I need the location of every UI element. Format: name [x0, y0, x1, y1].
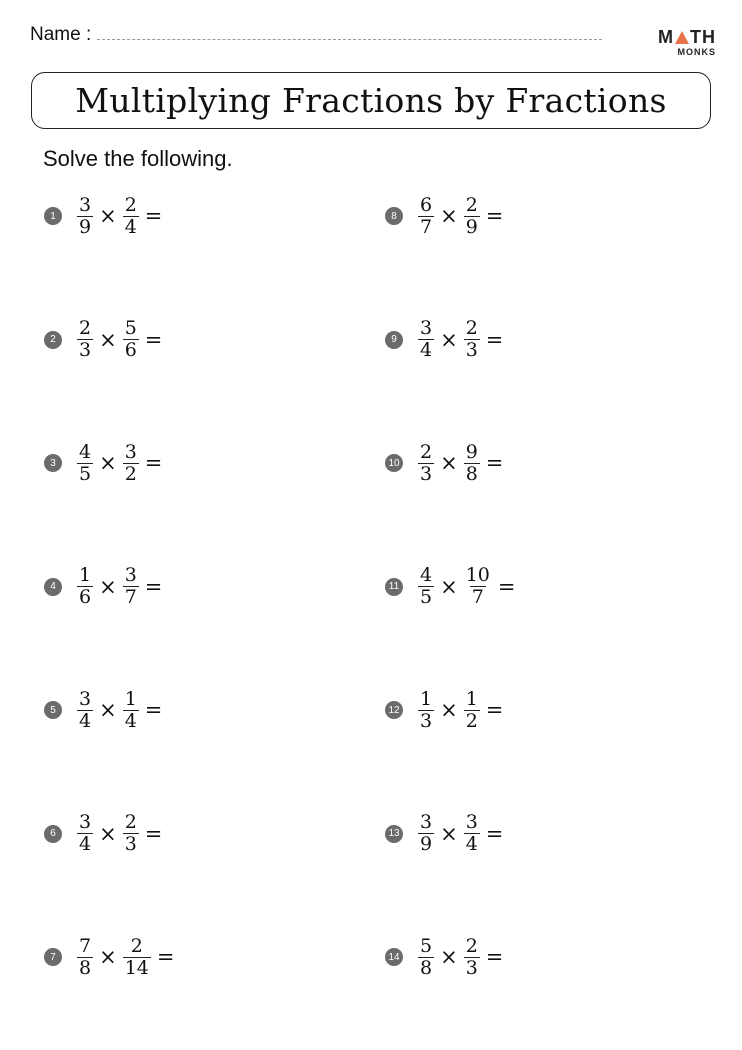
problem-number-badge: 2 — [44, 331, 62, 349]
problem-number-badge: 4 — [44, 578, 62, 596]
numerator: 1 — [420, 687, 433, 710]
problem-3 — [44, 438, 167, 488]
equals-sign: = — [144, 204, 163, 228]
numerator: 4 — [420, 564, 433, 586]
times-sign: × — [440, 698, 458, 722]
fraction-a — [76, 195, 94, 238]
denominator: 3 — [124, 833, 137, 855]
fraction-b — [463, 689, 481, 732]
numerator: 2 — [124, 193, 137, 216]
denominator: 9 — [79, 215, 92, 238]
problem-7 — [44, 932, 180, 982]
numerator: 2 — [124, 811, 137, 833]
problem-number-badge: 12 — [385, 701, 403, 719]
times-sign: × — [99, 821, 117, 846]
numerator: 2 — [79, 317, 92, 339]
fraction-b — [463, 318, 481, 361]
problem-10 — [385, 438, 508, 488]
fraction-b — [463, 936, 481, 979]
page-title: Multiplying Fractions by Fractions — [75, 81, 667, 120]
times-sign: × — [440, 204, 458, 228]
denominator: 8 — [79, 956, 92, 979]
name-blank-line[interactable] — [97, 25, 602, 40]
times-sign: × — [440, 574, 458, 599]
fraction-a — [417, 812, 435, 855]
fraction-a — [76, 812, 94, 855]
equals-sign: = — [144, 451, 163, 475]
problem-9 — [385, 315, 508, 365]
numerator: 6 — [420, 193, 433, 216]
equals-sign: = — [485, 327, 504, 352]
numerator: 5 — [124, 317, 137, 339]
denominator: 4 — [420, 339, 433, 361]
problem-4 — [44, 562, 167, 612]
fraction-b — [463, 812, 481, 855]
problem-6 — [44, 809, 167, 859]
denominator: 9 — [420, 833, 433, 855]
times-sign: × — [440, 821, 458, 846]
fraction-b — [122, 442, 140, 485]
denominator: 4 — [124, 215, 137, 238]
problem-number-badge: 1 — [44, 207, 62, 225]
problem-number-badge: 8 — [385, 207, 403, 225]
problem-13 — [385, 809, 508, 859]
problem-1 — [44, 191, 167, 241]
numerator: 3 — [79, 687, 92, 710]
numerator: 2 — [420, 440, 433, 463]
equals-sign: = — [144, 698, 163, 722]
denominator: 6 — [124, 339, 137, 361]
numerator: 2 — [465, 934, 478, 957]
equals-sign: = — [144, 327, 163, 352]
fraction-a — [417, 195, 435, 238]
problem-number-badge: 11 — [385, 578, 403, 596]
problem-5 — [44, 685, 167, 735]
fraction-b — [463, 195, 481, 238]
fraction-a — [76, 689, 94, 732]
problem-14 — [385, 932, 508, 982]
denominator: 3 — [420, 709, 433, 732]
problem-number-badge: 14 — [385, 948, 403, 966]
equals-sign: = — [485, 821, 504, 846]
denominator: 7 — [124, 586, 137, 608]
title-box — [31, 72, 711, 129]
numerator: 2 — [465, 317, 478, 339]
numerator: 1 — [79, 564, 92, 586]
numerator: 3 — [124, 440, 137, 463]
problem-8 — [385, 191, 508, 241]
numerator: 4 — [79, 440, 92, 463]
denominator: 3 — [465, 339, 478, 361]
numerator: 3 — [420, 317, 433, 339]
fraction-a — [417, 318, 435, 361]
logo-text-m: M — [658, 27, 674, 47]
denominator: 4 — [124, 709, 137, 732]
fraction-b — [122, 936, 152, 979]
denominator: 5 — [420, 586, 433, 608]
numerator: 1 — [124, 687, 137, 710]
name-label: Name : — [30, 24, 92, 45]
denominator: 3 — [420, 462, 433, 485]
equals-sign: = — [144, 821, 163, 846]
fraction-a — [76, 442, 94, 485]
times-sign: × — [99, 945, 117, 969]
problem-11 — [385, 562, 521, 612]
denominator: 8 — [465, 462, 478, 485]
fraction-b — [122, 812, 140, 855]
problem-12 — [385, 685, 508, 735]
denominator: 8 — [420, 956, 433, 979]
equals-sign: = — [485, 698, 504, 722]
fraction-a — [76, 936, 94, 979]
denominator: 2 — [124, 462, 137, 485]
times-sign: × — [99, 574, 117, 599]
problem-number-badge: 6 — [44, 825, 62, 843]
denominator: 4 — [79, 833, 92, 855]
numerator: 2 — [130, 934, 143, 957]
fraction-a — [76, 318, 94, 361]
fraction-b — [122, 565, 140, 608]
fraction-b — [463, 565, 493, 608]
fraction-b — [122, 195, 140, 238]
fraction-b — [122, 318, 140, 361]
fraction-b — [463, 442, 481, 485]
times-sign: × — [99, 204, 117, 228]
fraction-a — [417, 936, 435, 979]
numerator: 3 — [79, 193, 92, 216]
problem-number-badge: 10 — [385, 454, 403, 472]
numerator: 3 — [124, 564, 137, 586]
denominator: 4 — [465, 833, 478, 855]
problem-number-badge: 13 — [385, 825, 403, 843]
denominator: 4 — [79, 709, 92, 732]
numerator: 3 — [79, 811, 92, 833]
numerator: 2 — [465, 193, 478, 216]
fraction-a — [417, 689, 435, 732]
problem-number-badge: 3 — [44, 454, 62, 472]
equals-sign: = — [485, 945, 504, 969]
equals-sign: = — [144, 574, 163, 599]
name-field[interactable] — [30, 24, 602, 46]
times-sign: × — [99, 451, 117, 475]
times-sign: × — [440, 327, 458, 352]
numerator: 3 — [465, 811, 478, 833]
denominator: 3 — [79, 339, 92, 361]
instructions: Solve the following. — [43, 146, 233, 171]
equals-sign: = — [485, 451, 504, 475]
denominator: 2 — [465, 709, 478, 732]
denominator: 7 — [471, 586, 484, 608]
numerator: 5 — [420, 934, 433, 957]
problem-2 — [44, 315, 167, 365]
triangle-icon — [675, 31, 689, 44]
numerator: 7 — [79, 934, 92, 957]
equals-sign: = — [156, 945, 175, 969]
problem-number-badge: 7 — [44, 948, 62, 966]
numerator: 10 — [465, 564, 490, 586]
problem-number-badge: 5 — [44, 701, 62, 719]
logo-text-th: TH — [690, 27, 716, 47]
equals-sign: = — [485, 204, 504, 228]
denominator: 7 — [420, 215, 433, 238]
times-sign: × — [99, 327, 117, 352]
numerator: 9 — [465, 440, 478, 463]
denominator: 3 — [465, 956, 478, 979]
denominator: 6 — [79, 586, 92, 608]
numerator: 3 — [420, 811, 433, 833]
fraction-a — [76, 565, 94, 608]
times-sign: × — [99, 698, 117, 722]
problem-number-badge: 9 — [385, 331, 403, 349]
denominator: 5 — [79, 462, 92, 485]
times-sign: × — [440, 945, 458, 969]
denominator: 9 — [465, 215, 478, 238]
fraction-a — [417, 565, 435, 608]
times-sign: × — [440, 451, 458, 475]
fraction-a — [417, 442, 435, 485]
logo-text-monks: MONKS — [677, 47, 716, 57]
denominator: 14 — [124, 956, 149, 979]
equals-sign: = — [497, 574, 516, 599]
math-monks-logo — [656, 28, 716, 57]
numerator: 1 — [465, 687, 478, 710]
fraction-b — [122, 689, 140, 732]
